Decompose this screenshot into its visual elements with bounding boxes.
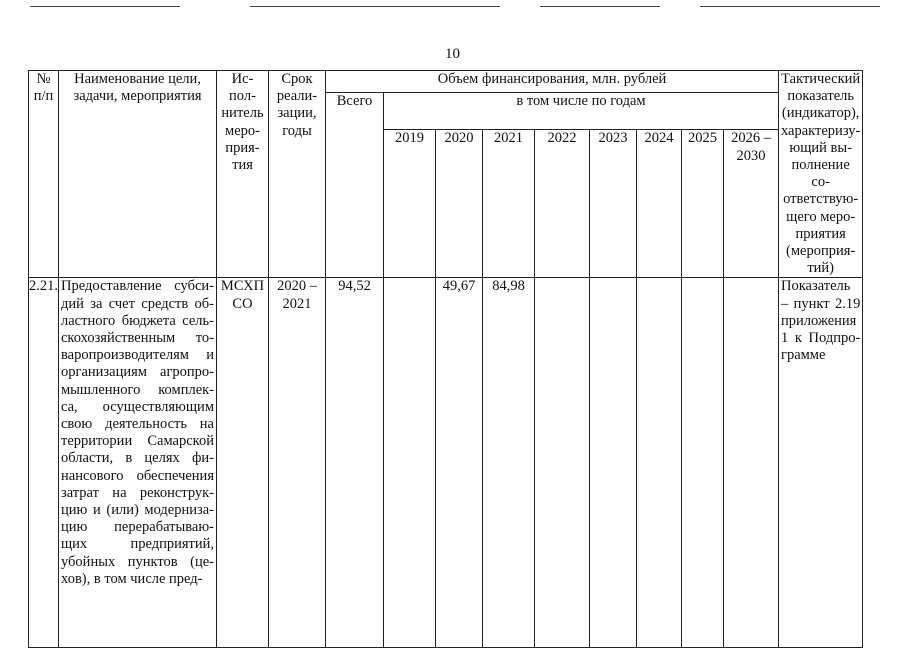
row-value [682,278,724,648]
header-num: № п/п [29,71,59,278]
header-year: 2021 [483,130,535,278]
row-value [590,278,637,648]
header-by-years: в том числе по годам [384,93,779,130]
header-total: Всего [326,93,384,278]
page-number: 10 [445,46,460,62]
row-value: 84,98 [483,278,535,648]
header-year: 2026 – 2030 [724,130,779,278]
row-value [637,278,682,648]
scan-artifact-line [250,6,500,7]
scan-artifact-line [700,6,880,7]
row-num: 2.21. [29,278,59,648]
header-period: Срок реали- зации, годы [269,71,326,278]
row-value [384,278,436,648]
row-total: 94,52 [326,278,384,648]
header-executor: Ис- пол- нитель меро- прия- тия [217,71,269,278]
header-year: 2022 [535,130,590,278]
header-indicator: Тактический показатель (индикатор), характеризу- ющий вы- полнение со- ответствую- щего меро- приятия (мероприя- тий) [779,71,863,278]
header-funding-group: Объем финансирования, млн. рублей [326,71,779,93]
row-indicator: Показатель – пункт 2.19 приложения 1 к Подпро- грамме [779,278,863,648]
row-value [724,278,779,648]
row-executor: МСХП СО [217,278,269,648]
header-year: 2023 [590,130,637,278]
scan-artifact-line [30,6,180,7]
row-period: 2020 – 2021 [269,278,326,648]
header-name: Наименование цели, задачи, мероприятия [59,71,217,278]
row-value [535,278,590,648]
funding-table [28,70,863,648]
header-year: 2020 [436,130,483,278]
scan-artifact-line [540,6,660,7]
header-year: 2019 [384,130,436,278]
row-value: 49,67 [436,278,483,648]
header-year: 2024 [637,130,682,278]
row-name: Предоставление субси- дий за счет средств об- ластного бюджета сель- скохозяйственным то- варопроизводителям и организациям агропро- мышленного комплек- са, осуществляющим свою деятельность на территории Самарской области, в целях фи- нансового обеспечения затрат на реконструк- цию и (или) модерниза- цию перерабатываю- щих предприятий, убойных пунктов (це- хов), в том числе пред- [59,278,217,648]
header-year: 2025 [682,130,724,278]
